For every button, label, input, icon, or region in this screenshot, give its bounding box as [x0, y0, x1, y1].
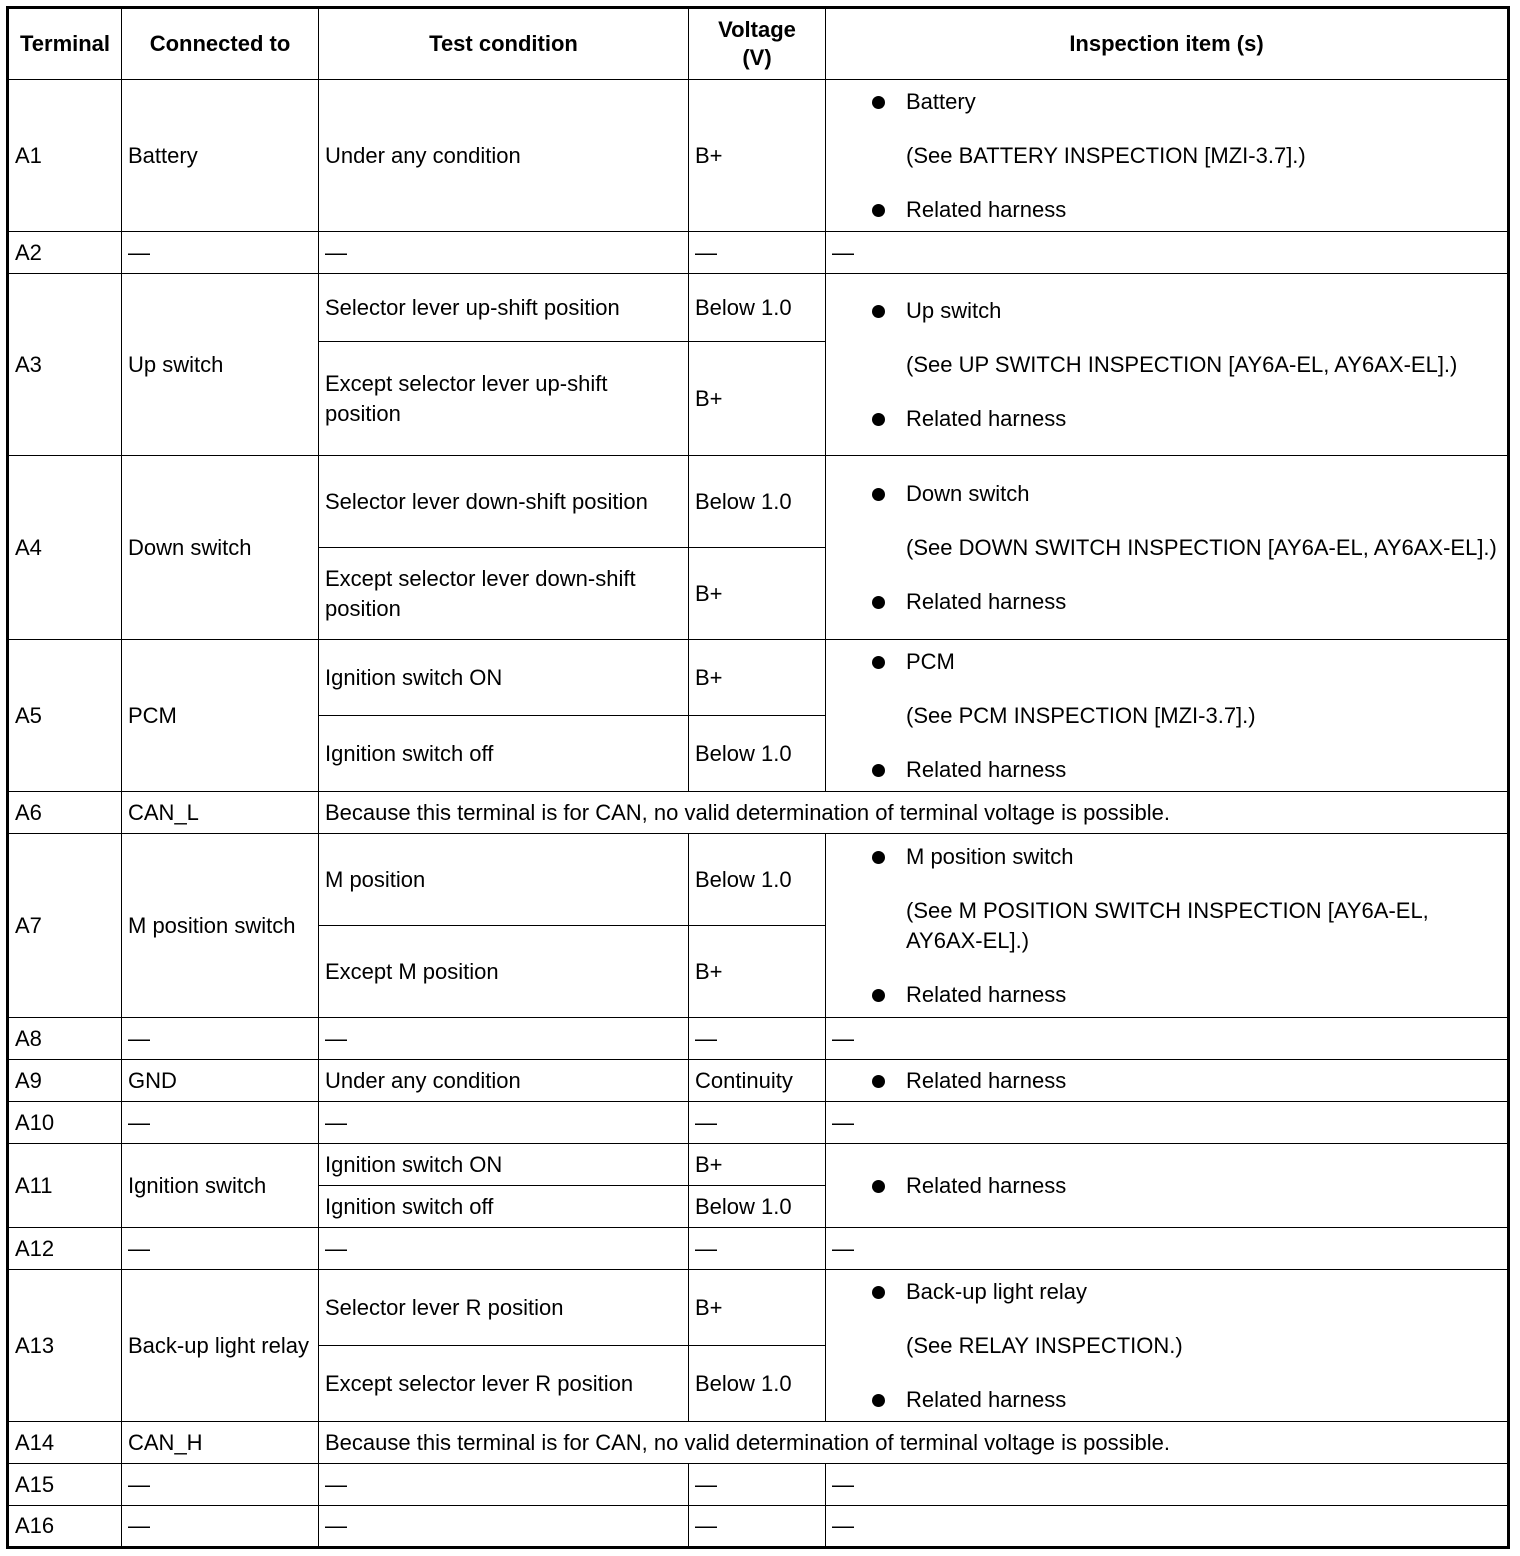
connected-cell: Back-up light relay — [122, 1270, 319, 1422]
condition-cell: — — [319, 1102, 689, 1144]
table-row — [8, 1018, 1509, 1060]
terminal-cell: A16 — [8, 1506, 122, 1548]
inspection-related: Related harness — [872, 1385, 1501, 1415]
inspection-related: Related harness — [872, 980, 1501, 1010]
voltage-cell: Below 1.0 — [689, 456, 826, 548]
condition-cell: Selector lever R position — [319, 1270, 689, 1346]
terminal-cell: A14 — [8, 1422, 122, 1464]
voltage-cell: Below 1.0 — [689, 274, 826, 342]
connected-cell: — — [122, 1102, 319, 1144]
inspection-reference: (See RELAY INSPECTION.) — [906, 1332, 1183, 1358]
voltage-cell: — — [689, 1102, 826, 1144]
inspection-cell — [826, 1060, 1509, 1102]
inspection-related: Related harness — [872, 1171, 1501, 1201]
connected-cell: M position switch — [122, 834, 319, 1018]
inspection-cell: — — [826, 1018, 1509, 1060]
header-test-condition: Test condition — [319, 8, 689, 80]
terminal-cell: A8 — [8, 1018, 122, 1060]
header-voltage: Voltage (V) — [689, 8, 826, 80]
table-row — [8, 1060, 1509, 1102]
terminal-cell: A10 — [8, 1102, 122, 1144]
condition-cell: Ignition switch off — [319, 716, 689, 792]
condition-cell: M position — [319, 834, 689, 926]
terminal-cell: A15 — [8, 1464, 122, 1506]
inspection-item: Battery — [872, 87, 1501, 117]
voltage-cell: Continuity — [689, 1060, 826, 1102]
table-row — [8, 1144, 1509, 1186]
inspection-item: Up switch — [872, 296, 1501, 326]
inspection-cell — [826, 1270, 1509, 1422]
table-row — [8, 1270, 1509, 1346]
terminal-cell: A9 — [8, 1060, 122, 1102]
condition-cell: Selector lever up-shift position — [319, 274, 689, 342]
voltage-cell: — — [689, 1506, 826, 1548]
table-row — [8, 232, 1509, 274]
terminal-cell: A7 — [8, 834, 122, 1018]
connected-cell: PCM — [122, 640, 319, 792]
condition-cell: Selector lever down-shift position — [319, 456, 689, 548]
condition-cell: Under any condition — [319, 1060, 689, 1102]
inspection-cell — [826, 80, 1509, 232]
inspection-related: Related harness — [872, 404, 1501, 434]
can-note-cell: Because this terminal is for CAN, no valid determination of terminal voltage is possible. — [319, 1422, 1509, 1464]
connected-cell: — — [122, 1018, 319, 1060]
table-row — [8, 456, 1509, 548]
terminal-cell: A12 — [8, 1228, 122, 1270]
table-row — [8, 834, 1509, 926]
connected-cell: — — [122, 1464, 319, 1506]
header-inspection: Inspection item (s) — [826, 8, 1509, 80]
terminal-cell: A6 — [8, 792, 122, 834]
header-connected-to: Connected to — [122, 8, 319, 80]
connected-cell: — — [122, 1228, 319, 1270]
inspection-reference: (See UP SWITCH INSPECTION [AY6A-EL, AY6AX-EL].) — [906, 351, 1458, 377]
table-row — [8, 1506, 1509, 1548]
inspection-related: Related harness — [872, 755, 1501, 785]
voltage-cell: Below 1.0 — [689, 716, 826, 792]
condition-cell: — — [319, 1228, 689, 1270]
inspection-related: Related harness — [872, 195, 1501, 225]
inspection-item: PCM — [872, 647, 1501, 677]
voltage-cell: Below 1.0 — [689, 834, 826, 926]
inspection-reference: (See DOWN SWITCH INSPECTION [AY6A-EL, AY6AX-EL].) — [906, 534, 1497, 560]
condition-cell: Ignition switch ON — [319, 640, 689, 716]
terminal-cell: A4 — [8, 456, 122, 640]
terminal-cell: A5 — [8, 640, 122, 792]
inspection-cell: — — [826, 1464, 1509, 1506]
voltage-cell: B+ — [689, 1144, 826, 1186]
voltage-cell: B+ — [689, 342, 826, 456]
terminal-cell: A1 — [8, 80, 122, 232]
inspection-reference: (See M POSITION SWITCH INSPECTION [AY6A-EL, AY6AX-EL].) — [906, 897, 1429, 953]
connected-cell: CAN_H — [122, 1422, 319, 1464]
inspection-related: Related harness — [872, 1066, 1501, 1096]
inspection-cell — [826, 640, 1509, 792]
voltage-cell: — — [689, 1018, 826, 1060]
inspection-item: Back-up light relay — [872, 1277, 1501, 1307]
table-row — [8, 640, 1509, 716]
inspection-cell: — — [826, 1506, 1509, 1548]
voltage-cell: B+ — [689, 640, 826, 716]
inspection-reference: (See BATTERY INSPECTION [MZI-3.7].) — [906, 142, 1306, 168]
inspection-reference: (See PCM INSPECTION [MZI-3.7].) — [906, 702, 1256, 728]
voltage-cell: — — [689, 1228, 826, 1270]
inspection-cell: — — [826, 1102, 1509, 1144]
connected-cell: Battery — [122, 80, 319, 232]
condition-cell: Except selector lever R position — [319, 1346, 689, 1422]
voltage-cell: B+ — [689, 926, 826, 1018]
connected-cell: Down switch — [122, 456, 319, 640]
table-row — [8, 1102, 1509, 1144]
table-row — [8, 792, 1509, 834]
connected-cell: Up switch — [122, 274, 319, 456]
header-row — [8, 8, 1509, 80]
inspection-item: Down switch — [872, 479, 1501, 509]
table-row — [8, 1422, 1509, 1464]
inspection-related: Related harness — [872, 587, 1501, 617]
voltage-cell: — — [689, 1464, 826, 1506]
terminal-voltage-table — [6, 6, 1510, 1549]
voltage-cell: B+ — [689, 548, 826, 640]
voltage-cell: — — [689, 232, 826, 274]
table-row — [8, 1228, 1509, 1270]
voltage-cell: B+ — [689, 80, 826, 232]
voltage-cell: Below 1.0 — [689, 1186, 826, 1228]
condition-cell: Except selector lever down-shift position — [319, 548, 689, 640]
can-note-cell: Because this terminal is for CAN, no valid determination of terminal voltage is possible. — [319, 792, 1509, 834]
table-row — [8, 274, 1509, 342]
connected-cell: — — [122, 1506, 319, 1548]
terminal-cell: A11 — [8, 1144, 122, 1228]
header-terminal: Terminal — [8, 8, 122, 80]
condition-cell: Ignition switch off — [319, 1186, 689, 1228]
table-row — [8, 1464, 1509, 1506]
condition-cell: Ignition switch ON — [319, 1144, 689, 1186]
condition-cell: — — [319, 1506, 689, 1548]
condition-cell: Except selector lever up-shift position — [319, 342, 689, 456]
inspection-cell — [826, 834, 1509, 1018]
condition-cell: Under any condition — [319, 80, 689, 232]
inspection-cell — [826, 456, 1509, 640]
voltage-cell: Below 1.0 — [689, 1346, 826, 1422]
inspection-cell: — — [826, 1228, 1509, 1270]
terminal-cell: A3 — [8, 274, 122, 456]
voltage-cell: B+ — [689, 1270, 826, 1346]
condition-cell: — — [319, 1464, 689, 1506]
inspection-cell — [826, 1144, 1509, 1228]
table-row — [8, 80, 1509, 232]
inspection-cell — [826, 274, 1509, 456]
connected-cell: GND — [122, 1060, 319, 1102]
connected-cell: — — [122, 232, 319, 274]
condition-cell: Except M position — [319, 926, 689, 1018]
terminal-cell: A2 — [8, 232, 122, 274]
inspection-item: M position switch — [872, 842, 1501, 872]
inspection-cell: — — [826, 232, 1509, 274]
connected-cell: Ignition switch — [122, 1144, 319, 1228]
connected-cell: CAN_L — [122, 792, 319, 834]
condition-cell: — — [319, 232, 689, 274]
condition-cell: — — [319, 1018, 689, 1060]
terminal-cell: A13 — [8, 1270, 122, 1422]
